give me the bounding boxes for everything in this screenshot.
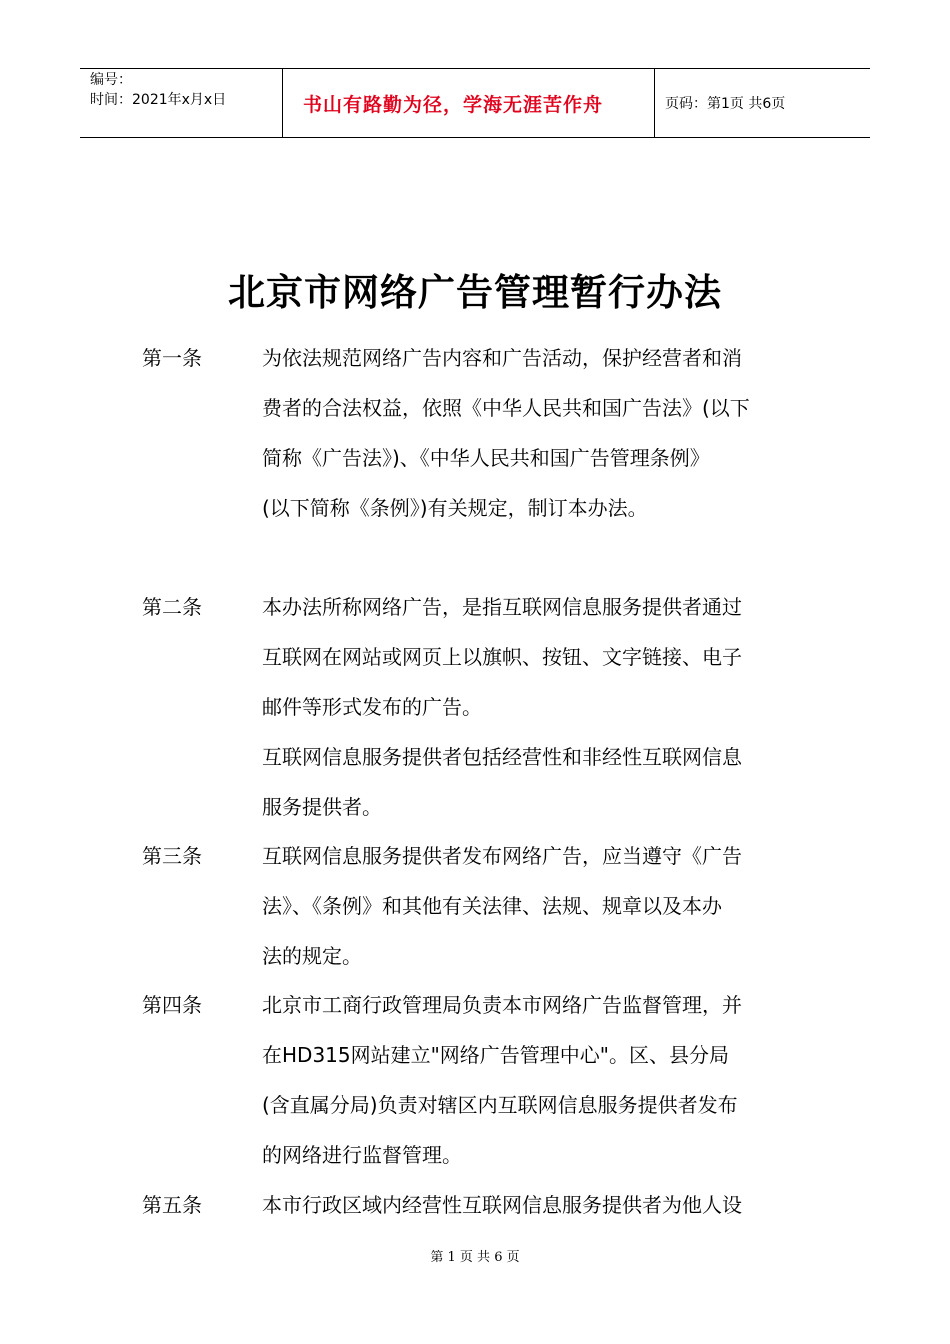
header-page-cell [655,69,870,137]
article-line: 法》、《条例》和其他有关法律、法规、规章以及本办 [262,894,722,918]
article-body [262,333,822,533]
article-line: 邮件等形式发布的广告。 [262,695,482,719]
document-header [80,68,870,138]
article-line: 的网络进行监督管理。 [262,1143,462,1167]
article-line: 法的规定。 [262,944,362,968]
article-line: 互联网信息服务提供者包括经营性和非经性互联网信息 [262,745,742,769]
article-line: 服务提供者。 [262,795,382,819]
article-line: 在HD315网站建立"网络广告管理中心"。区、县分局 [262,1043,730,1067]
motto-text: 书山有路勤为径，学海无涯苦作舟 [303,93,604,116]
article-body [262,831,822,981]
article-line: 互联网信息服务提供者发布网络广告，应当遵守《广告 [262,844,742,868]
article-line: 本办法所称网络广告，是指互联网信息服务提供者通过 [262,595,742,619]
serial-number-label: 编号： [90,72,132,88]
article-line: (含直属分局)负责对辖区内互联网信息服务提供者发布 [262,1093,738,1117]
article-line: (以下简称《条例》)有关规定，制订本办法。 [262,496,648,520]
article-body [262,980,822,1180]
article-line: 为依法规范网络广告内容和广告活动，保护经营者和消 [262,346,742,370]
header-meta-cell [80,69,282,137]
article-line: 简称《广告法》)、《中华人民共和国广告管理条例》 [262,446,710,470]
date-line: 时间：2021年x月x日 [90,92,227,108]
article-body [262,582,822,832]
page-footer: 第 1 页 共 6 页 [430,1250,520,1265]
article-line: 互联网在网站或网页上以旗帜、按钮、文字链接、电子 [262,645,742,669]
article-line: 本市行政区域内经营性互联网信息服务提供者为他人设 [262,1193,742,1217]
article-label: 第三条 [142,844,202,868]
article-body [262,1180,822,1230]
article-line: 北京市工商行政管理局负责本市网络广告监督管理，并 [262,993,742,1017]
header-motto-cell [282,69,655,137]
article-label: 第五条 [142,1193,202,1217]
article-label: 第二条 [142,595,202,619]
article-label: 第四条 [142,993,202,1017]
document-title: 北京市网络广告管理暂行办法 [228,270,722,314]
article-label: 第一条 [142,346,202,370]
page-info: 页码：第1页 共6页 [665,96,786,112]
article-line: 费者的合法权益，依照《中华人民共和国广告法》(以下 [262,396,750,420]
